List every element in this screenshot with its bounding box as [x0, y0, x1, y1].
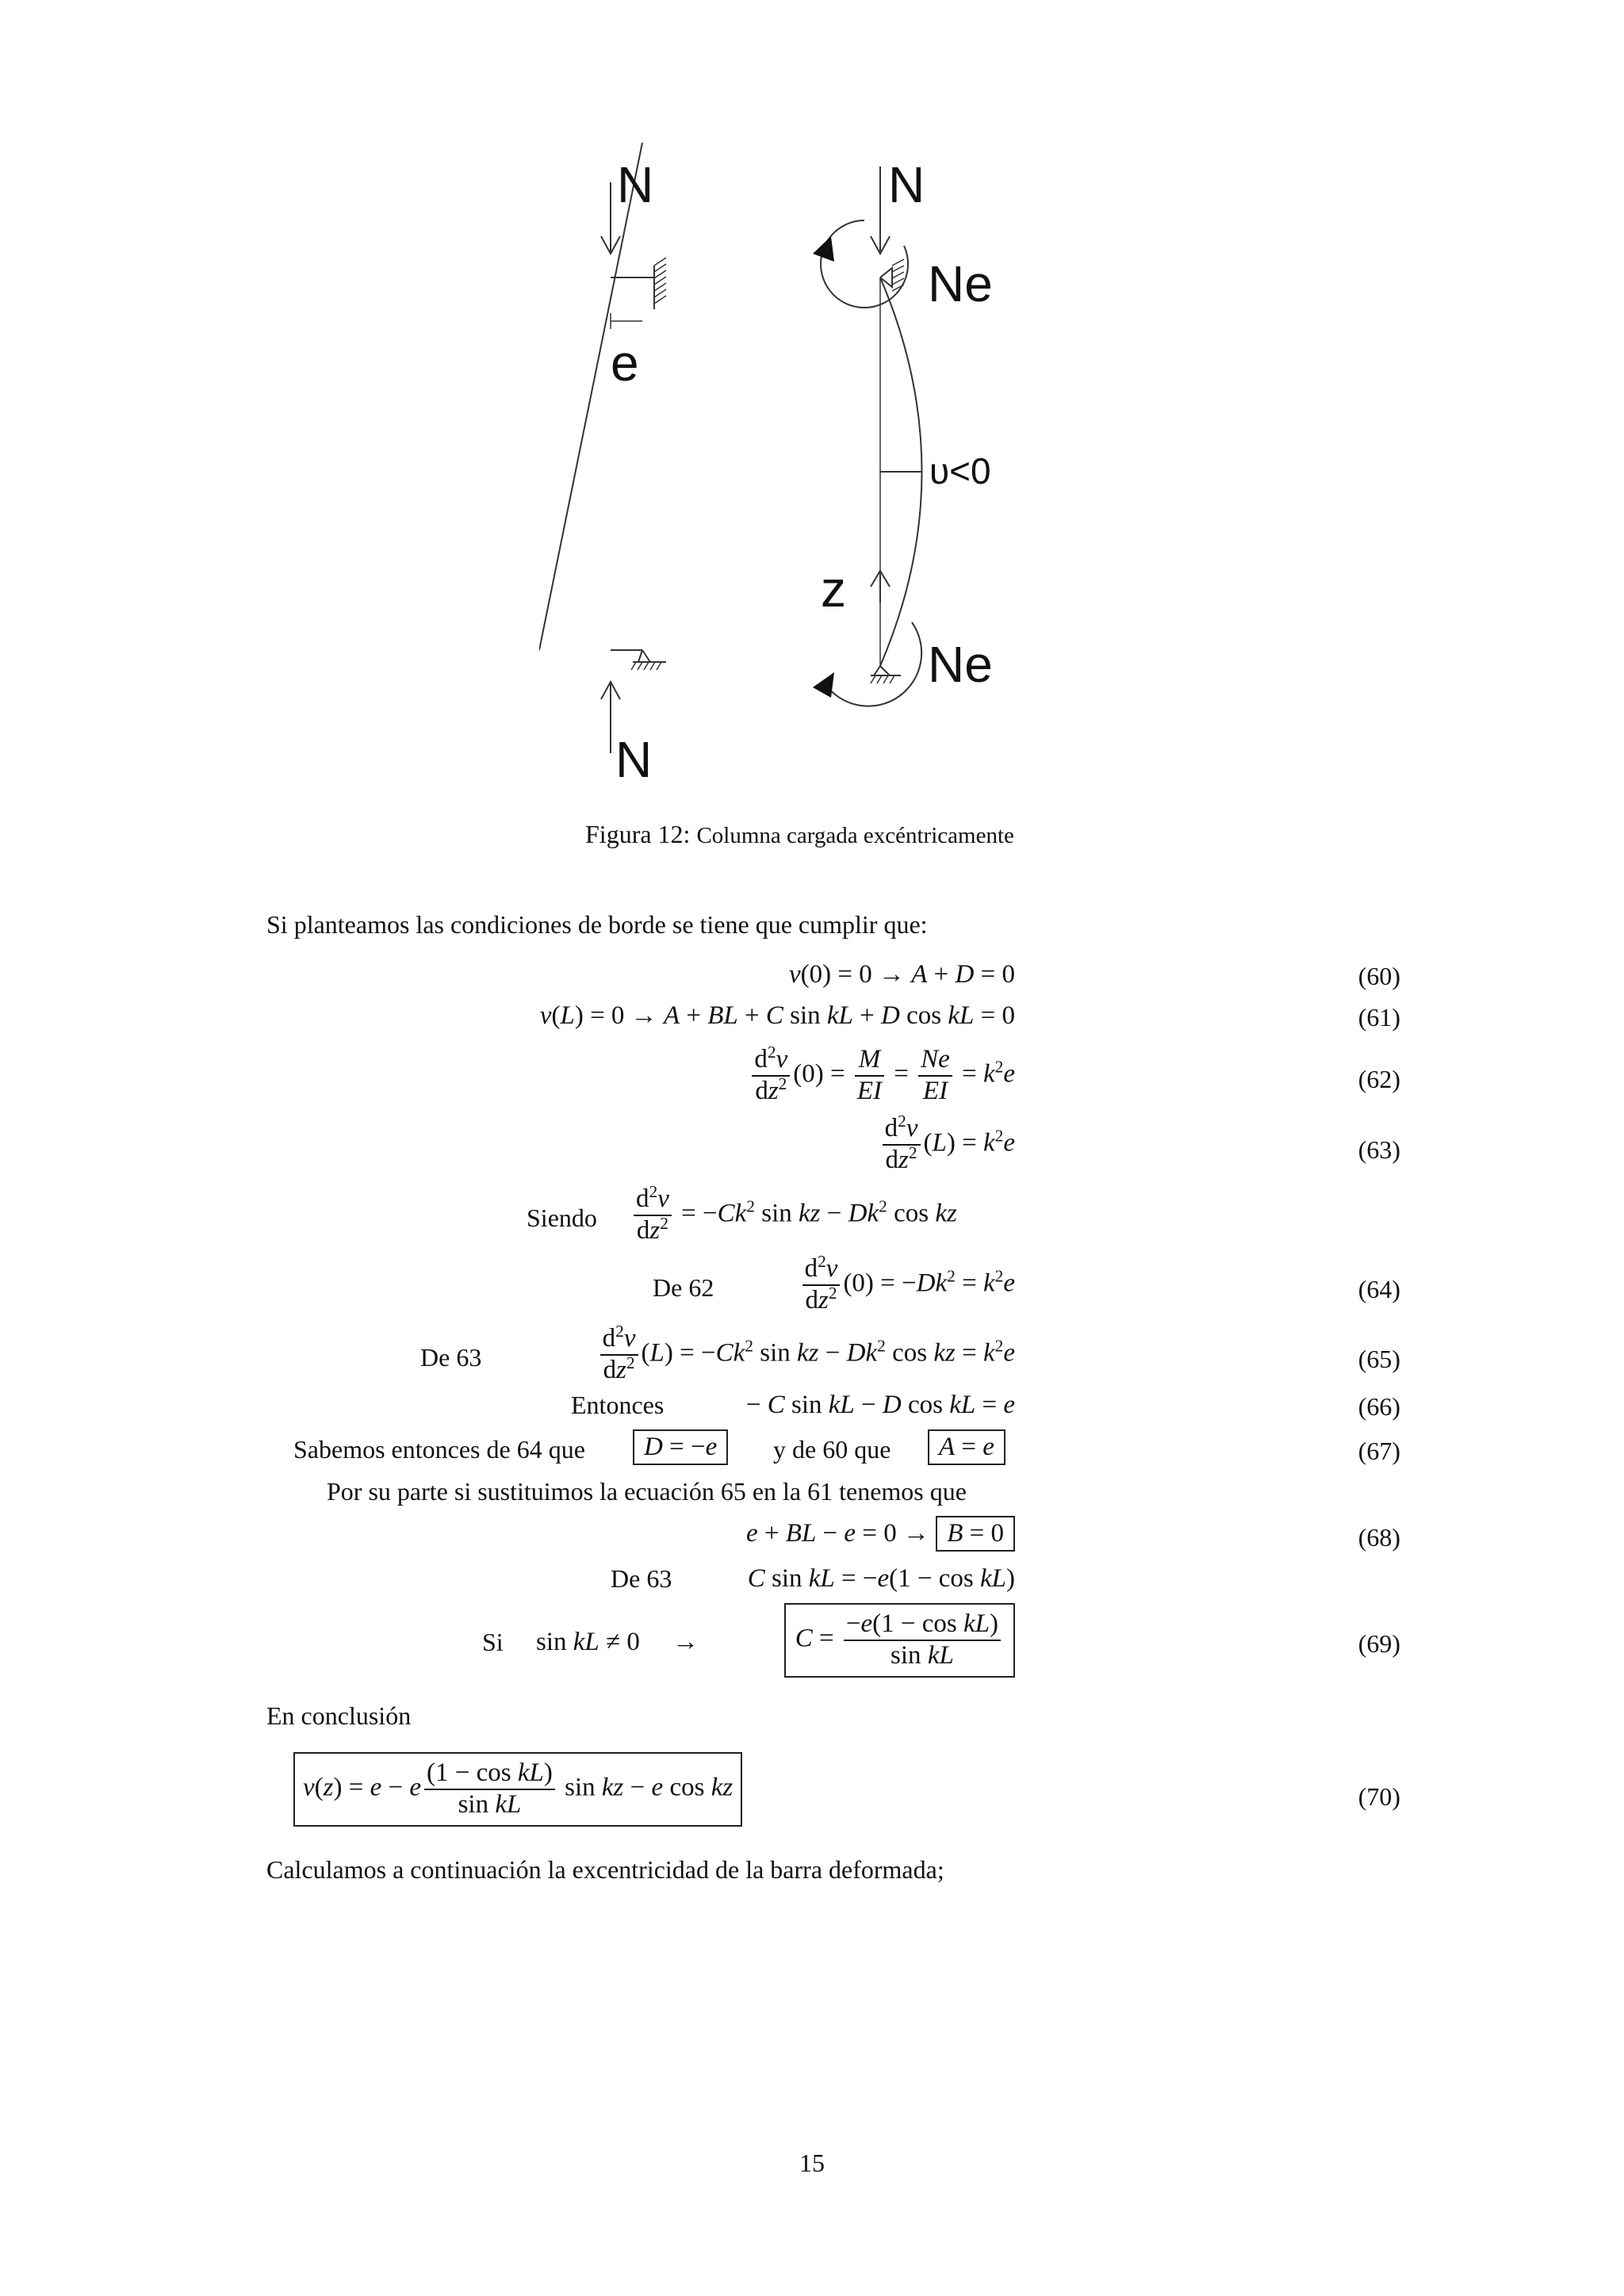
left-column-line — [539, 143, 642, 650]
equation-70: ν(z) = e − e $\frac{\text{(1 − cos kL)}}{\text{sin kL}}$ sin kz − e cos kz — [293, 1752, 742, 1827]
label-upsilon: υ<0 — [929, 450, 991, 492]
equation-61: ν(L) = 0 → A + BL + C sin kL + D cos kL = 0 — [539, 1001, 1015, 1030]
eqnum-65: (65) — [1358, 1345, 1400, 1373]
equation-69: C = $\frac{\text{−e(1 − cos kL)}}{\text{sin kL}}$ — [784, 1603, 1015, 1678]
label-sabemos: Sabemos entonces de 64 que — [293, 1435, 585, 1464]
equation-siendo: $\frac{d^2\nu}{dz^2}$ = $-Ck^2$ sin kz − $Dk^2$ cos kz — [630, 1184, 957, 1246]
moment-arrowhead-bottom — [813, 672, 834, 698]
label-entonces: Entonces — [571, 1391, 665, 1419]
paragraph-calculamos: Calculamos a continuación la excentricidad de la barra deformada; — [266, 1855, 944, 1884]
moment-arrowhead-top — [813, 236, 834, 262]
label-de62: De 62 — [653, 1273, 714, 1302]
paragraph-conclusion: En conclusión — [266, 1701, 412, 1730]
eqnum-62: (62) — [1358, 1065, 1400, 1093]
eqnum-68: (68) — [1358, 1523, 1400, 1552]
caption-text: Columna cargada excéntricamente — [696, 823, 1014, 848]
label-N-bottom-left: N — [615, 731, 653, 788]
eqnum-63: (63) — [1358, 1135, 1400, 1164]
eqnum-64: (64) — [1358, 1275, 1400, 1303]
paragraph-por-su-parte: Por su parte si sustituimos la ecuación 65 en la 61 tenemos que — [327, 1477, 967, 1506]
equation-de63: C sin kL = −e(1 − cos kL) — [747, 1564, 1015, 1593]
eqnum-67: (67) — [1358, 1437, 1400, 1465]
equation-63: $\frac{d^2\nu}{dz^2}$ $(L) = k^2e$ — [879, 1114, 1015, 1176]
equation-68: e + BL − e = 0 → B = 0 — [746, 1516, 1015, 1552]
caption-prefix: Figura 12: — [585, 820, 691, 848]
label-z: z — [821, 561, 846, 618]
equation-62: $\frac{d^2\nu}{dz^2}$ (0) = $\frac{M}{EI}$ = $\frac{Ne}{EI}$ = $k^2e$ — [749, 1045, 1015, 1107]
equation-67b: A = e — [928, 1429, 1005, 1465]
equation-64: $\frac{d^2\nu}{dz^2}$ $(0) = -Dk^2 = k^2e$ — [799, 1254, 1015, 1316]
page-number: 15 — [799, 2149, 825, 2177]
label-N-top-left: N — [617, 156, 654, 213]
figure-caption — [585, 821, 1014, 848]
label-e: e — [611, 335, 639, 392]
eqnum-61: (61) — [1358, 1003, 1400, 1031]
eqnum-66: (66) — [1358, 1392, 1400, 1421]
label-N-top-right: N — [888, 156, 925, 213]
eqnum-60: (60) — [1358, 962, 1400, 990]
label-siendo: Siendo — [527, 1203, 597, 1232]
label-yde60: y de 60 que — [773, 1435, 891, 1464]
equation-69-condition: sin kL ≠ 0 → — [536, 1628, 699, 1656]
figure-column-diagram — [539, 143, 1094, 809]
label-de63b: De 63 — [611, 1564, 672, 1593]
equation-67a: D = −e — [633, 1429, 728, 1465]
equation-66: − C sin kL − D cos kL = e — [745, 1391, 1015, 1419]
equation-60: ν(0) = 0 → A + D = 0 — [788, 960, 1015, 989]
label-Ne-top: Ne — [928, 255, 993, 312]
equation-65: $\frac{d^2\nu}{dz^2}$ $(L) = -Ck^2$ sin kz − $Dk^2$ cos kz = $k^2e$ — [597, 1324, 1015, 1386]
label-si: Si — [482, 1628, 504, 1656]
label-Ne-bottom: Ne — [928, 636, 993, 693]
label-de63a: De 63 — [420, 1343, 482, 1372]
paragraph-intro: Si planteamos las condiciones de borde se tiene que cumplir que: — [266, 910, 928, 939]
eqnum-70: (70) — [1358, 1782, 1400, 1811]
eqnum-69: (69) — [1358, 1629, 1400, 1658]
